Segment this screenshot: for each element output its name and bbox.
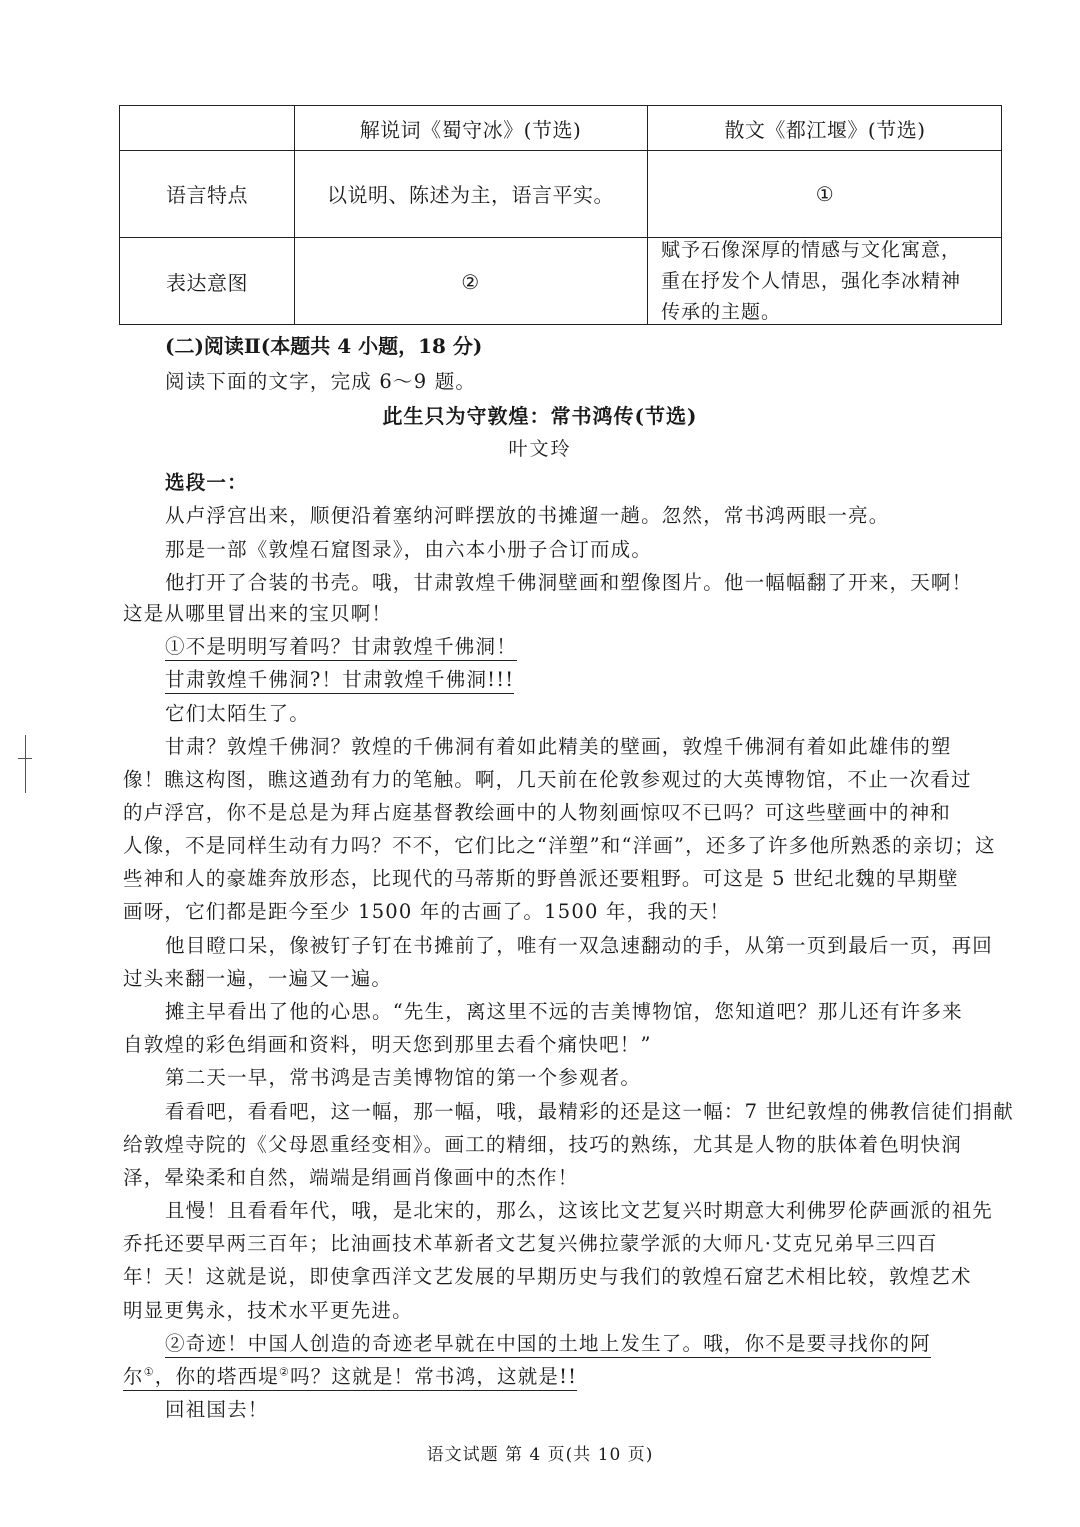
table-row — [120, 150, 1001, 237]
text-fragment: 吗？这就是！常书鸿，这就是!! — [290, 1365, 578, 1388]
segment-label: 选段一： — [165, 471, 248, 494]
paragraph-line: 些神和人的豪雄奔放形态，比现代的马蒂斯的野兽派还要粗野。可这是 5 世纪北魏的早期壁 — [123, 867, 959, 890]
row-label: 语言特点 — [166, 183, 248, 207]
footnote-mark: ② — [278, 1365, 291, 1379]
comparison-table — [119, 105, 1002, 325]
paragraph-line: 给敦煌寺院的《父母恩重经变相》。画工的精细，技巧的熟练，尤其是人物的肤体着色明快润 — [123, 1133, 962, 1156]
row-cell: 以说明、陈述为主，语言平实。 — [327, 183, 614, 207]
paragraph-line: 人像，不是同样生动有力吗？不不，它们比之“洋塑”和“洋画”，还多了许多他所熟悉的亲切；这 — [123, 834, 996, 857]
row-cell-line: 赋予石像深厚的情感与文化寓意， — [661, 239, 962, 261]
paragraph-line: 他目瞪口呆，像被钉子钉在书摊前了，唯有一双急速翻动的手，从第一页到最后一页，再回 — [165, 934, 994, 957]
paragraph-line: 它们太陌生了。 — [165, 702, 310, 725]
section-heading: (二)阅读Ⅱ(本题共 4 小题，18 分) — [165, 334, 483, 358]
page-footer: 语文试题 第 4 页(共 10 页) — [426, 1445, 654, 1465]
paragraph-line: 那是一部《敦煌石窟图录》，由六本小册子合订而成。 — [165, 538, 653, 561]
row-cell-line: 传承的主题。 — [661, 301, 782, 323]
margin-mark — [25, 735, 26, 793]
paragraph-line: 从卢浮宫出来，顺便沿着塞纳河畔摆放的书摊遛一趟。忽然，常书鸿两眼一亮。 — [165, 504, 890, 527]
margin-mark — [18, 758, 32, 759]
paragraph-line: 自敦煌的彩色绢画和资料，明天您到那里去看个痛快吧！” — [123, 1033, 652, 1056]
table-header-row — [120, 106, 1001, 150]
paragraph-line: 且慢！且看看年代，哦，是北宋的，那么，这该比文艺复兴时期意大利佛罗伦萨画派的祖先 — [165, 1199, 994, 1222]
paragraph-line: 甘肃？敦煌千佛洞？敦煌的千佛洞有着如此精美的壁画，敦煌千佛洞有着如此雄伟的塑 — [165, 735, 952, 758]
paragraph-line: 这是从哪里冒出来的宝贝啊！ — [123, 602, 393, 625]
article-title: 此生只为守敦煌：常书鸿传(节选) — [382, 404, 698, 428]
paragraph-line: 过头来翻一遍，一遍又一遍。 — [123, 967, 393, 990]
paragraph-line: 像！瞧这构图，瞧这遒劲有力的笔触。啊，几天前在伦敦参观过的大英博物馆，不止一次看过 — [123, 768, 972, 791]
paragraph-line: 看看吧，看看吧，这一幅，那一幅，哦，最精彩的还是这一幅：7 世纪敦煌的佛教信徒们捐献 — [165, 1100, 1015, 1123]
paragraph-line: 泽，晕染柔和自然，端端是绢画肖像画中的杰作！ — [123, 1166, 579, 1189]
underlined-line: ①不是明明写着吗？甘肃敦煌千佛洞！ — [165, 631, 517, 661]
paragraph-line: 画呀，它们都是距今至少 1500 年的古画了。1500 年，我的天！ — [123, 900, 731, 923]
row-cell-line: 重在抒发个人情思，强化李冰精神 — [661, 270, 962, 292]
row-cell: ① — [815, 181, 835, 206]
article-author: 叶文玲 — [508, 438, 572, 460]
paragraph-line: 他打开了合装的书壳。哦，甘肃敦煌千佛洞壁画和塑像图片。他一幅幅翻了开来，天啊！ — [165, 571, 973, 594]
row-cell: ② — [461, 269, 480, 294]
header-cell-2: 散文《都江堰》(节选) — [724, 117, 926, 142]
text-fragment: 尔 — [123, 1365, 144, 1388]
paragraph-line: 乔托还要早两三百年；比油画技术革新者文艺复兴佛拉蒙学派的大师凡·艾克兄弟早三四百 — [123, 1232, 938, 1255]
paragraph-line: 的卢浮宫，你不是总是为拜占庭基督教绘画中的人物刻画惊叹不已吗？可这些壁画中的神和 — [123, 801, 952, 824]
paragraph-line: 摊主早看出了他的心思。“先生，离这里不远的吉美博物馆，您知道吧？那儿还有许多来 — [165, 1000, 963, 1023]
instruction: 阅读下面的文字，完成 6～9 题。 — [165, 370, 477, 393]
paragraph-line: 明显更隽永，技术水平更先进。 — [123, 1299, 413, 1322]
underlined-line — [123, 1361, 577, 1391]
underlined-line: ②奇迹！中国人创造的奇迹老早就在中国的土地上发生了。哦，你不是要寻找你的阿 — [165, 1328, 931, 1358]
paragraph-line: 第二天一早，常书鸿是吉美博物馆的第一个参观者。 — [165, 1066, 642, 1089]
table-row — [120, 237, 1001, 326]
header-cell-1: 解说词《蜀守冰》(节选) — [359, 117, 582, 142]
paragraph-line: 年！天！这就是说，即使拿西洋文艺发展的早期历史与我们的敦煌石窟艺术相比较，敦煌艺术 — [123, 1265, 972, 1288]
paragraph-line: 回祖国去！ — [165, 1398, 269, 1421]
footnote-mark: ① — [143, 1365, 155, 1379]
underlined-line: 甘肃敦煌千佛洞?！甘肃敦煌千佛洞!!! — [165, 664, 514, 694]
row-label: 表达意图 — [166, 271, 248, 295]
text-fragment: ，你的塔西堤 — [154, 1365, 279, 1388]
